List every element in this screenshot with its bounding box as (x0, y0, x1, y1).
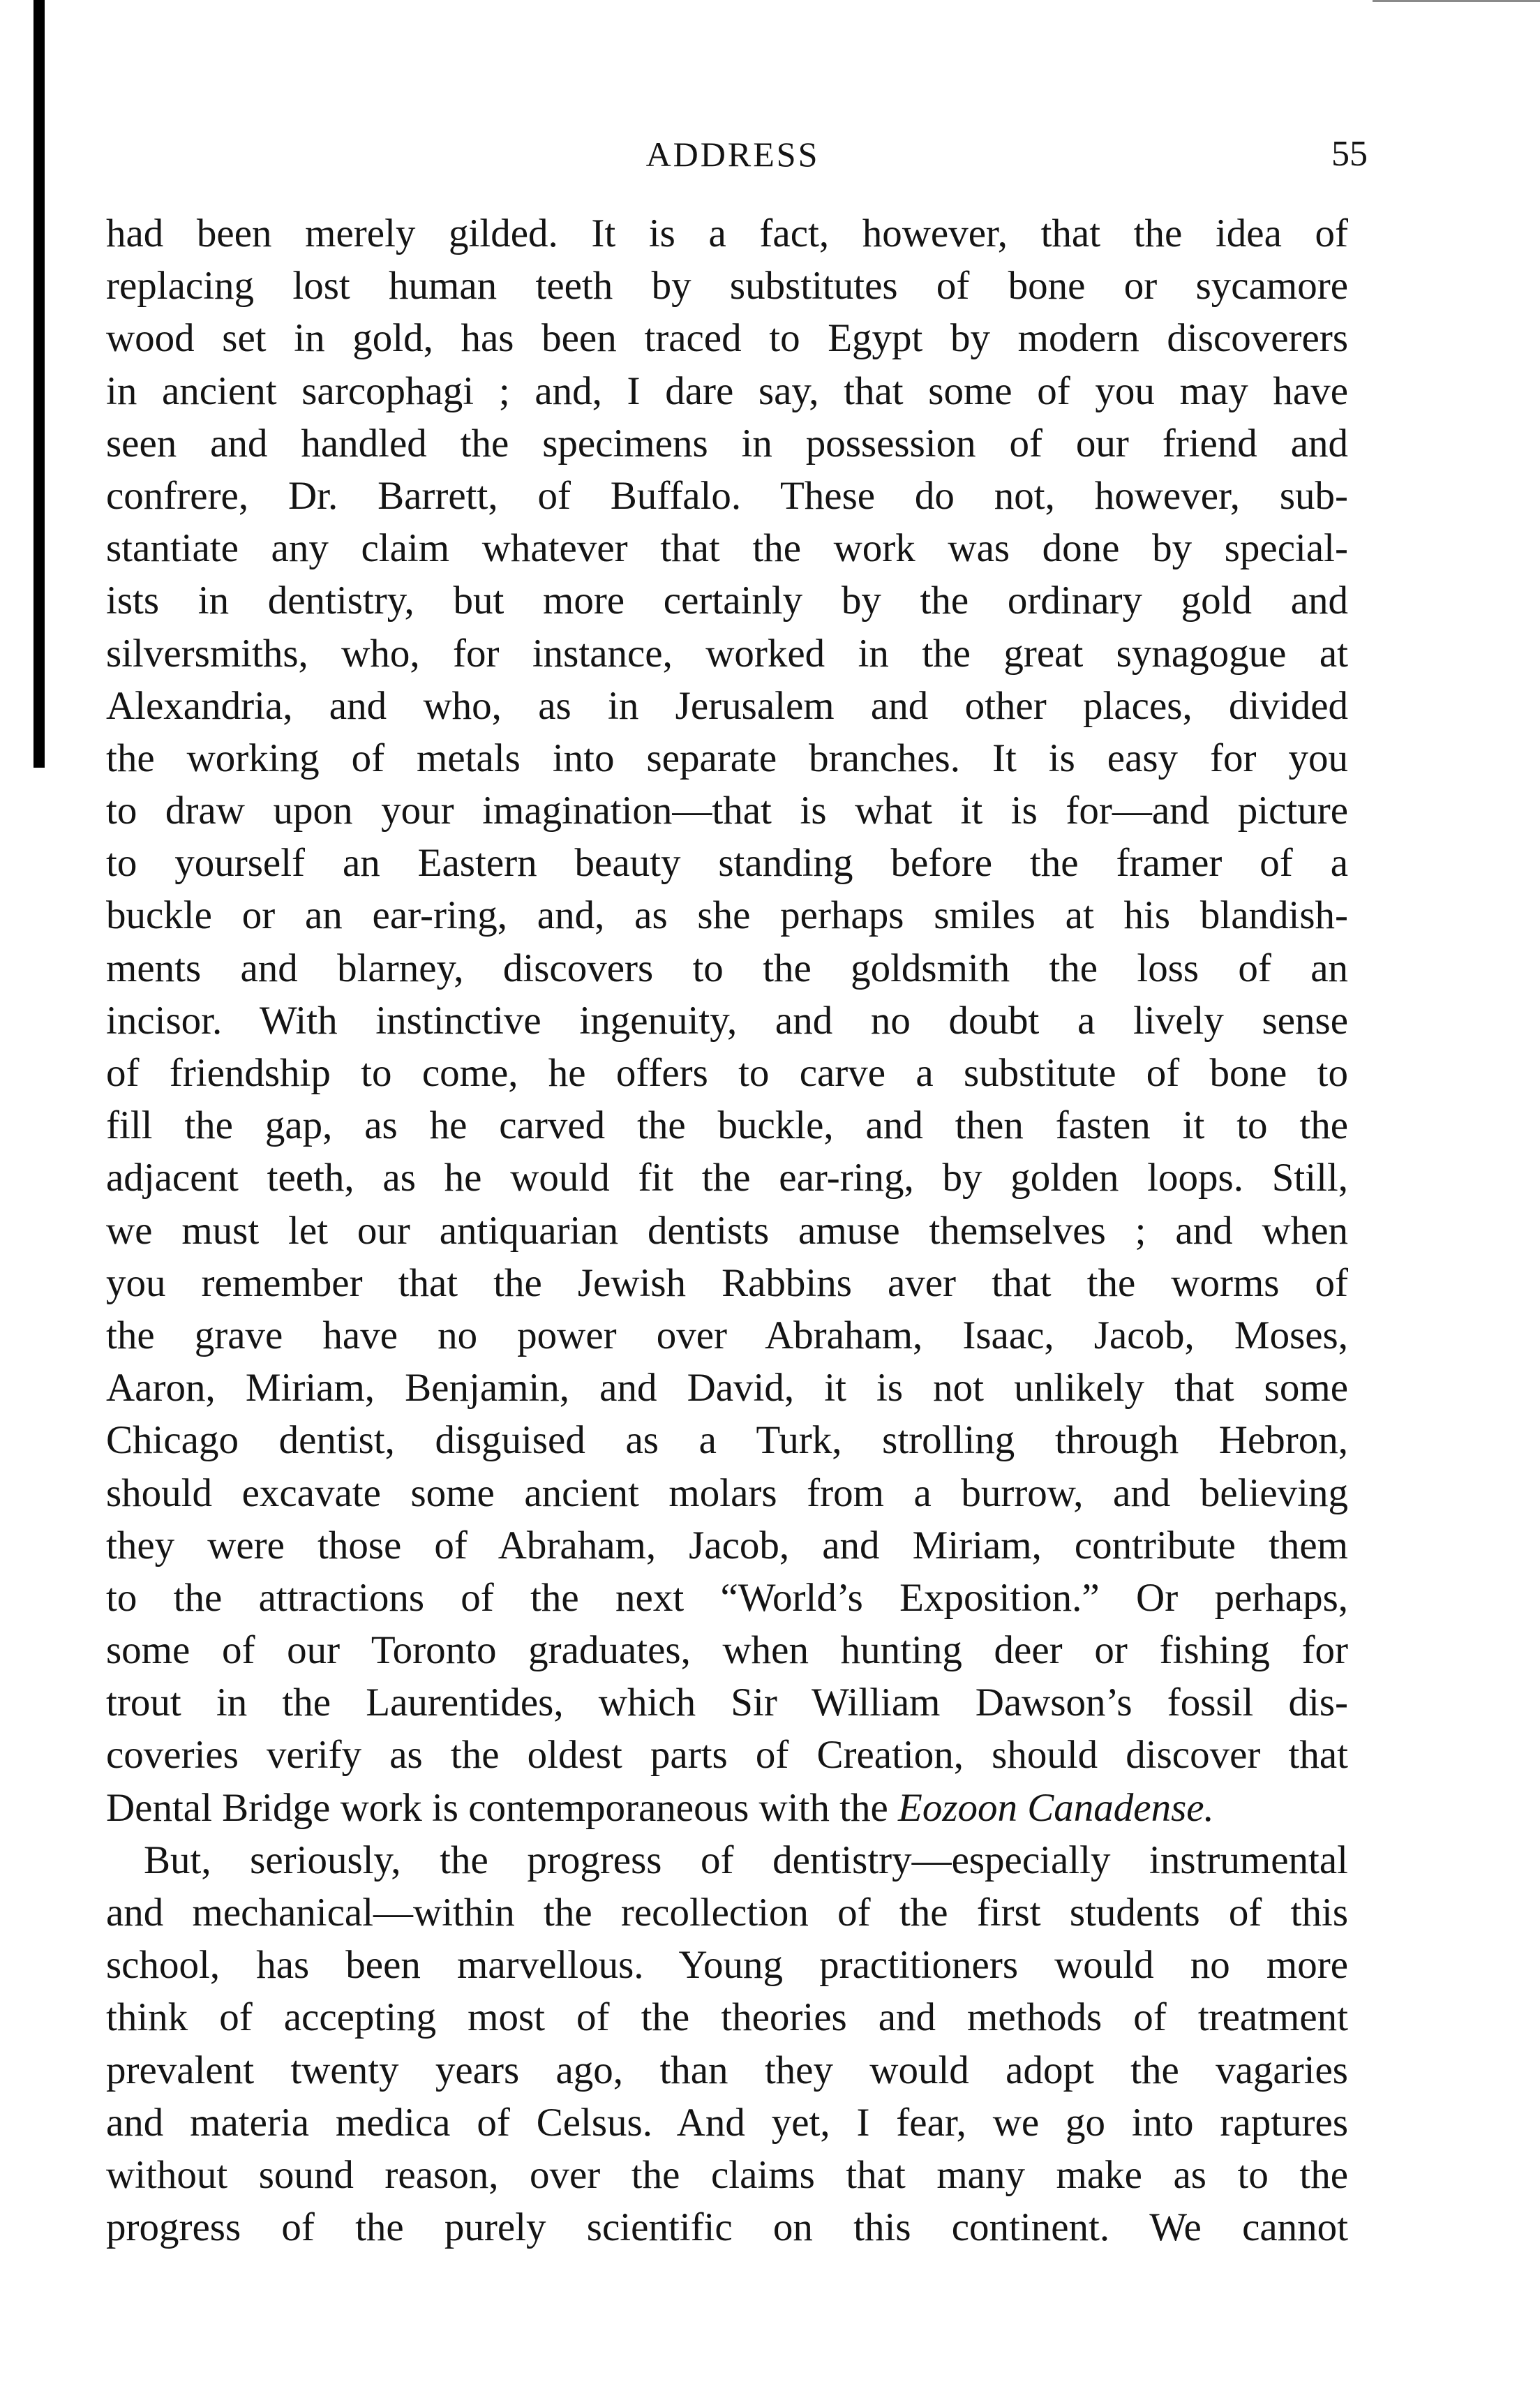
text-line: ists in dentistry, but more certainly by the ordinary gold and (106, 579, 1348, 623)
text-line: of friendship to come, he offers to carve a substitute of bone to (106, 1051, 1348, 1095)
text-line: the working of metals into separate branches. It is easy for you (106, 736, 1348, 780)
text-line: Aaron, Miriam, Benjamin, and David, it is not unlikely that some (106, 1366, 1348, 1410)
text-line: Chicago dentist, disguised as a Turk, strolling through Hebron, (106, 1418, 1348, 1463)
text-line: to the attractions of the next “World’s Exposition.” Or perhaps, (106, 1575, 1348, 1620)
scan-top-edge (1373, 0, 1540, 2)
text-line: confrere, Dr. Barrett, of Buffalo. These do not, however, sub- (106, 473, 1348, 518)
text-line: and mechanical—within the recollection of the first students of this (106, 1891, 1348, 1935)
text-line: to draw upon your imagination—that is what it is for—and picture (106, 789, 1348, 833)
text-line: Alexandria, and who, as in Jerusalem and other places, divided (106, 683, 1348, 728)
text-line: should excavate some ancient molars from a burrow, and believing (106, 1470, 1348, 1515)
text-line: you remember that the Jewish Rabbins aver that the worms of (106, 1260, 1348, 1305)
text-line: had been merely gilded. It is a fact, however, that the idea of (106, 211, 1348, 255)
text-line: incisor. With instinctive ingenuity, and no doubt a lively sense (106, 998, 1348, 1043)
text-line: in ancient sarcophagi ; and, I dare say, that some of you may have (106, 368, 1348, 413)
text-line: silversmiths, who, for instance, worked in the great synagogue at (106, 631, 1348, 676)
text-line: prevalent twenty years ago, than they would adopt the vagaries (106, 2048, 1348, 2092)
text-line: seen and handled the specimens in possession of our friend and (106, 421, 1348, 465)
text-line: fill the gap, as he carved the buckle, and then fasten it to the (106, 1103, 1348, 1148)
text-line: and materia medica of Celsus. And yet, I fear, we go into raptures (106, 2100, 1348, 2145)
paragraph-last-line (106, 1782, 1348, 1834)
text-line: think of accepting most of the theories and methods of treatment (106, 1995, 1348, 2040)
text-line: trout in the Laurentides, which Sir William Dawson’s fossil dis- (106, 1681, 1348, 1725)
text-line: some of our Toronto graduates, when hunting deer or fishing for (106, 1628, 1348, 1673)
body-text (106, 207, 1348, 2254)
running-head: ADDRESS (645, 135, 820, 174)
text-line: without sound reason, over the claims that many make as to the (106, 2152, 1348, 2197)
text-line: progress of the purely scientific on this continent. We cannot (106, 2205, 1348, 2250)
text-line: wood set in gold, has been traced to Egypt by modern discoverers (106, 316, 1348, 361)
text-line: we must let our antiquarian dentists amuse themselves ; and when (106, 1208, 1348, 1253)
text-line: the grave have no power over Abraham, Isaac, Jacob, Moses, (106, 1313, 1348, 1357)
text-line: coveries verify as the oldest parts of Creation, should discover that (106, 1733, 1348, 1778)
paragraph-first-line: But, seriously, the progress of dentistry—especially instrumental (144, 1838, 1348, 1882)
scan-binding-edge (33, 0, 45, 768)
text-run: Dental Bridge work is contemporaneous with the (106, 1785, 898, 1830)
text-line: to yourself an Eastern beauty standing before the framer of a (106, 841, 1348, 886)
text-line: school, has been marvellous. Young practitioners would no more (106, 1943, 1348, 1988)
italic-species-name: Eozoon Canadense. (898, 1785, 1214, 1830)
text-line: they were those of Abraham, Jacob, and Miriam, contribute them (106, 1523, 1348, 1567)
text-line: ments and blarney, discovers to the goldsmith the loss of an (106, 946, 1348, 990)
text-line: adjacent teeth, as he would fit the ear-ring, by golden loops. Still, (106, 1156, 1348, 1200)
text-line: buckle or an ear-ring, and, as she perhaps smiles at his blandish- (106, 893, 1348, 938)
page-header (98, 130, 1368, 179)
page-number: 55 (1331, 134, 1368, 174)
text-line: stantiate any claim whatever that the work was done by special- (106, 526, 1348, 571)
text-line: replacing lost human teeth by substitutes of bone or sycamore (106, 264, 1348, 308)
